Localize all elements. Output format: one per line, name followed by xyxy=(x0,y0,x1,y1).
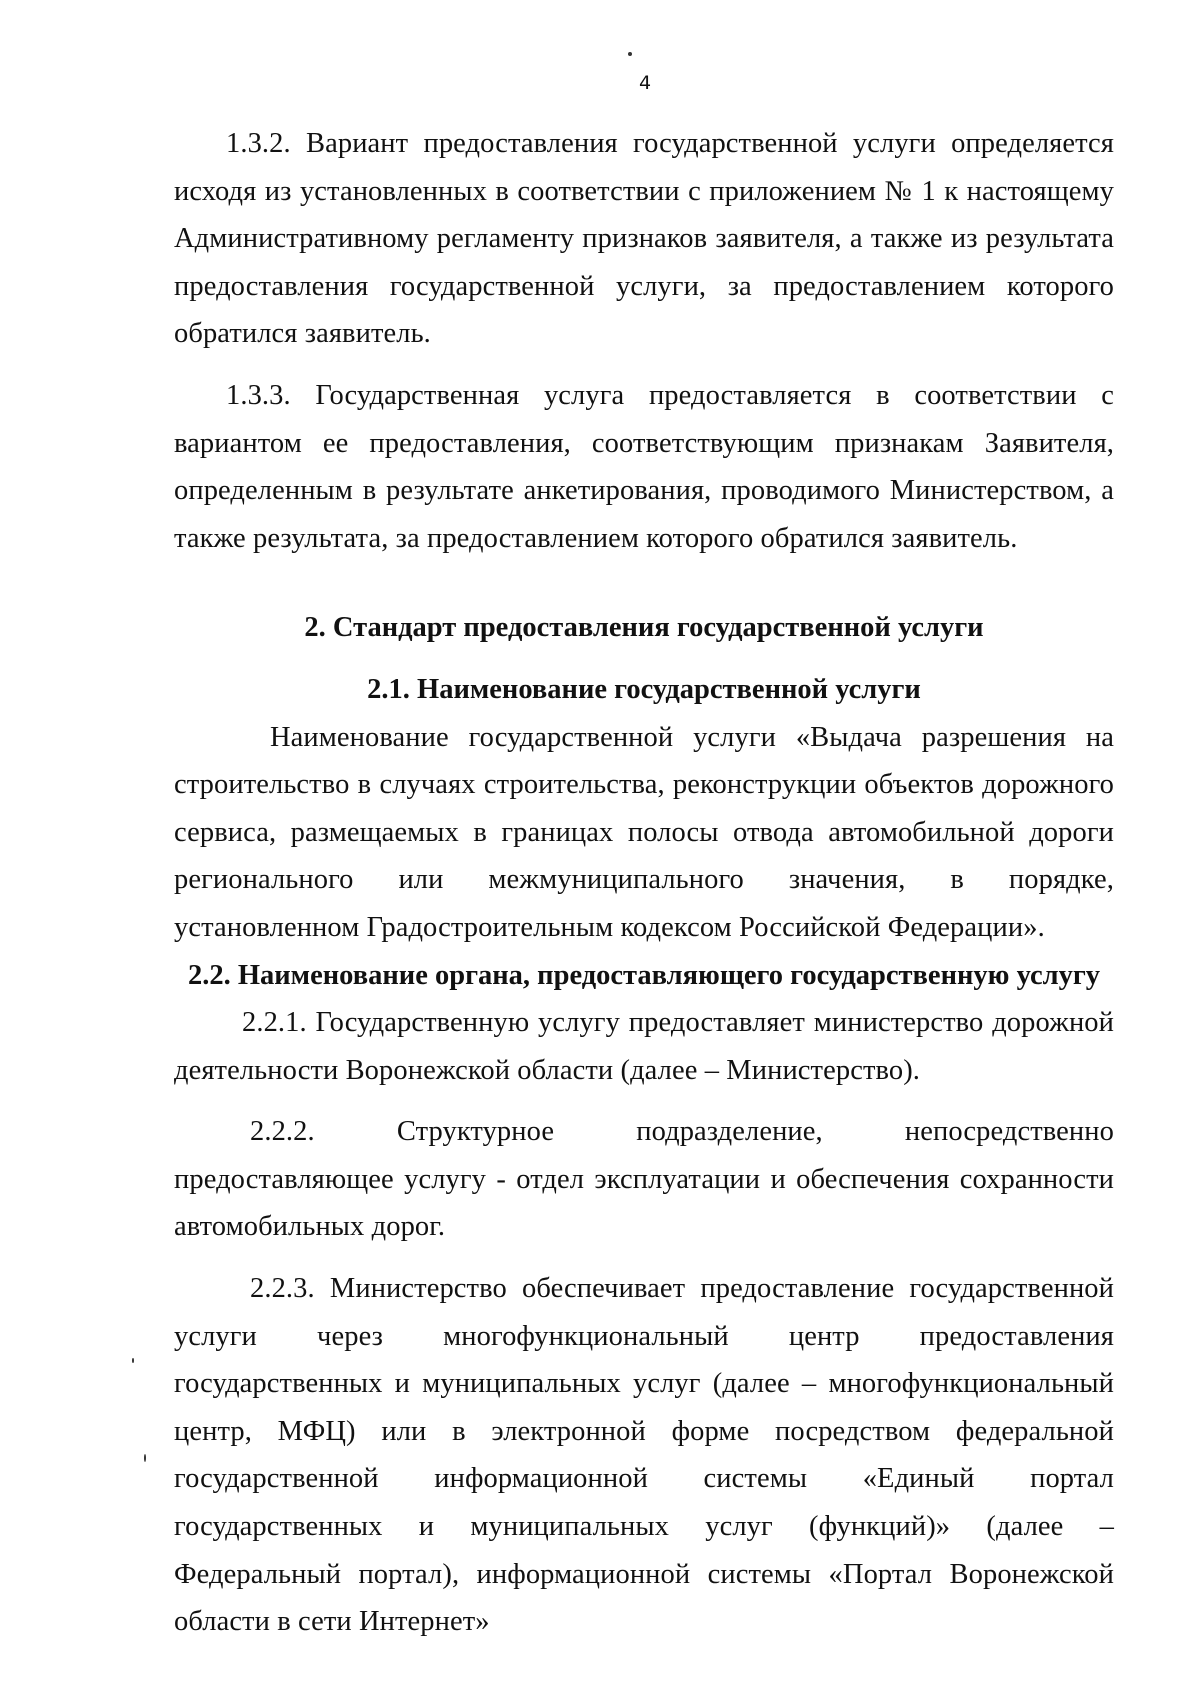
scan-artifact xyxy=(132,1358,134,1363)
paragraph-1-3-3: 1.3.3. Государственная услуга предоставляется в соответствии с вариантом ее предоставления, соответствующим признакам Заявителя, определенным в результате анкетирования, проводимого Министерством, а также результата, за предоставлением которого обратился заявитель. xyxy=(174,379,1114,554)
section-2-1-heading: 2.1. Наименование государственной услуги xyxy=(367,673,921,705)
scan-artifact xyxy=(144,1454,146,1462)
scan-artifact xyxy=(628,52,632,56)
paragraph-2-2-1: 2.2.1. Государственную услугу предоставляет министерство дорожной деятельности Воронежской области (далее – Министерство). xyxy=(174,1007,1114,1086)
document-body xyxy=(174,120,1114,1646)
section-2-heading: 2. Стандарт предоставления государственной услуги xyxy=(304,612,984,644)
paragraph-1-3-2: 1.3.2. Вариант предоставления государственной услуги определяется исходя из установленных в соответствии с приложением № 1 к настоящему Административному регламенту признаков заявителя, а также из результата предоставления государственной услуги, за предоставлением которого обратился заявитель. xyxy=(174,128,1114,350)
section-2-2-heading: 2.2. Наименование органа, предоставляющего государственную услугу xyxy=(187,959,1101,991)
paragraph-2-2-2: 2.2.2. Структурное подразделение, непосредственно предоставляющее услугу - отдел эксплуатации и обеспечения сохранности автомобильных дорог. xyxy=(174,1116,1114,1243)
paragraph-2-2-3: 2.2.3. Министерство обеспечивает предоставление государственной услуги через многофункциональный центр предоставления государственных и муниципальных услуг (далее – многофункциональный центр, МФЦ) или в электронной форме посредством федеральной государственной информационной системы «Единый портал государственных и муниципальных услуг (функций)» (далее – Федеральный портал), информационной системы «Портал Воронежской области в сети Интернет» xyxy=(174,1273,1114,1638)
page-number: 4 xyxy=(638,72,652,94)
paragraph-2-1: Наименование государственной услуги «Выдача разрешения на строительство в случаях строительства, реконструкции объектов дорожного сервиса, размещаемых в границах полосы отвода автомобильной дороги регионального или межмуниципального значения, в порядке, установленном Градостроительным кодексом Российской Федерации». xyxy=(174,721,1114,943)
